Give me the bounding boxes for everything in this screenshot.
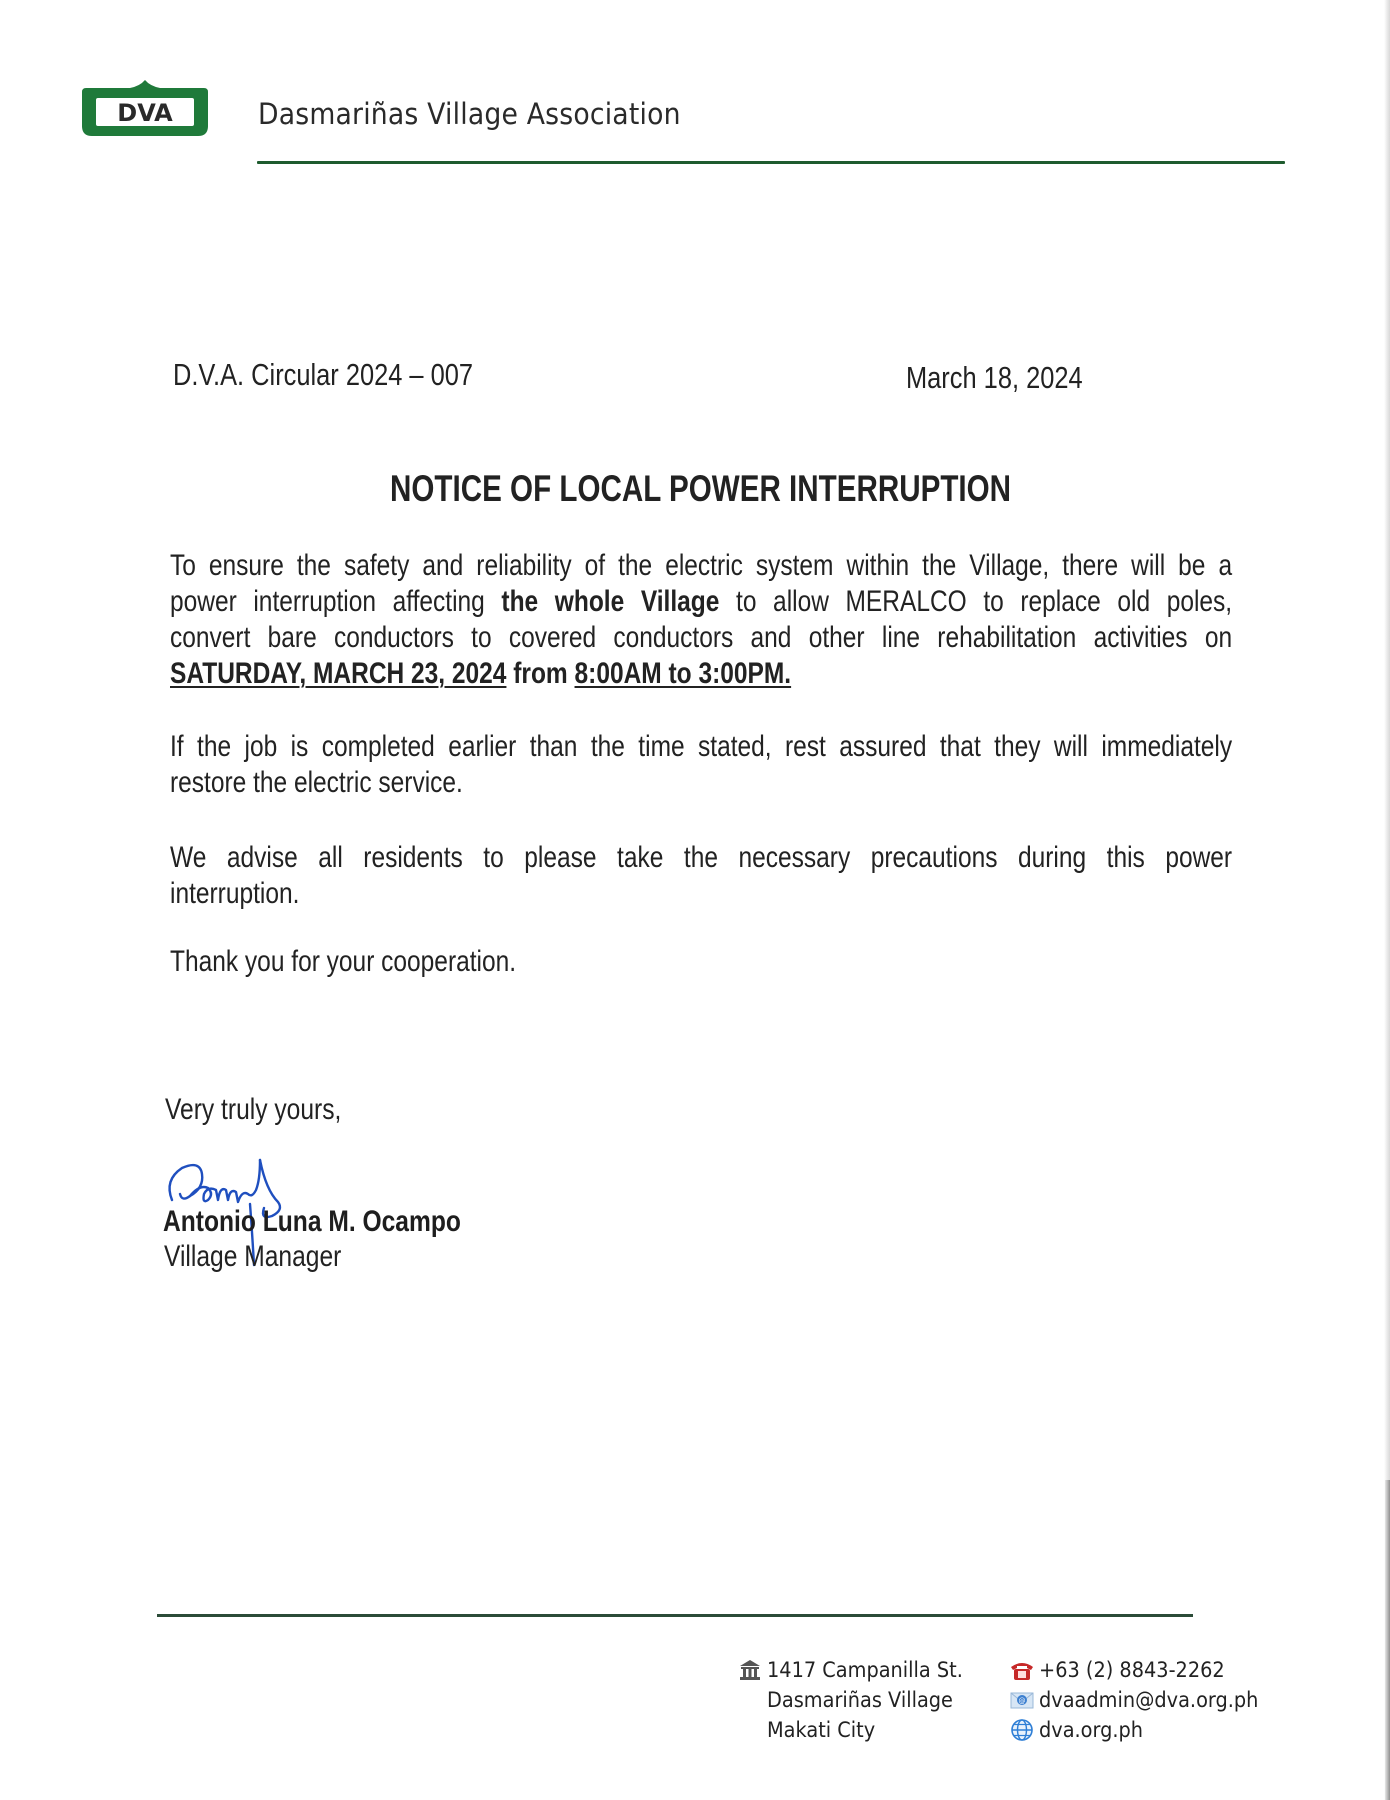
- footer-divider: [157, 1614, 1193, 1617]
- signer-name: Antonio Luna M. Ocampo: [163, 1205, 461, 1238]
- emphasis-whole-village: the whole Village: [501, 585, 720, 618]
- signer-title: Village Manager: [164, 1240, 342, 1273]
- organization-name: Dasmariñas Village Association: [258, 97, 681, 131]
- email-address[interactable]: dvaadmin@dva.org.ph: [1039, 1688, 1259, 1712]
- text-line: We advise all residents to please take the necessary precautions during this power: [170, 841, 1233, 874]
- footer-contacts: [1010, 1655, 1278, 1745]
- address-street: 1417 Campanilla St.: [767, 1658, 963, 1682]
- address-city: Makati City: [767, 1718, 876, 1742]
- paragraph-thanks: [170, 944, 1232, 980]
- text-line: Thank you for your cooperation.: [170, 945, 517, 978]
- text-line: interruption.: [170, 877, 300, 910]
- circular-date: March 18, 2024: [906, 360, 1083, 395]
- address-village: Dasmariñas Village: [767, 1688, 953, 1712]
- phone-number[interactable]: +63 (2) 8843-2262: [1039, 1658, 1225, 1682]
- contact-website: [1010, 1715, 1278, 1745]
- text-line: [170, 584, 1232, 620]
- circular-number: D.V.A. Circular 2024 – 007: [173, 357, 474, 392]
- paragraph-precautions: [170, 840, 1232, 912]
- globe-icon: [1010, 1719, 1034, 1741]
- address-line-2: [738, 1685, 980, 1715]
- header-divider: [257, 161, 1285, 164]
- text-line: If the job is completed earlier than the time stated, rest assured that they will immediately: [170, 730, 1233, 763]
- text-line: restore the electric service.: [170, 766, 463, 799]
- contact-email: [1010, 1685, 1278, 1715]
- scan-edge-shadow-bottom: [1385, 1480, 1390, 1800]
- address-line-3: [738, 1715, 980, 1745]
- text-line: To ensure the safety and reliability of the electric system within the Village, there will be a: [170, 549, 1233, 582]
- dva-logo: [80, 80, 210, 140]
- paragraph-schedule: [170, 548, 1232, 692]
- text-line: convert bare conductors to covered conductors and other line rehabilitation activities on: [170, 621, 1233, 654]
- text-line: [170, 656, 1232, 692]
- closing-salutation: Very truly yours,: [165, 1093, 342, 1126]
- building-icon: [738, 1659, 762, 1681]
- interruption-time: 8:00AM to 3:00PM.: [574, 657, 792, 690]
- address-line-1: [738, 1655, 980, 1685]
- svg-text:@: @: [1018, 1697, 1026, 1705]
- text-span: from: [506, 657, 575, 690]
- website-link[interactable]: dva.org.ph: [1039, 1718, 1144, 1742]
- paragraph-early-restore: [170, 729, 1232, 801]
- phone-icon: [1010, 1659, 1034, 1681]
- footer-address: [738, 1655, 980, 1745]
- contact-phone: [1010, 1655, 1278, 1685]
- notice-title: NOTICE OF LOCAL POWER INTERRUPTION: [390, 468, 1012, 509]
- interruption-date: SATURDAY, MARCH 23, 2024: [170, 657, 507, 690]
- text-span: power interruption affecting: [170, 585, 502, 618]
- text-span: to allow MERALCO to replace old poles,: [719, 585, 1233, 618]
- svg-text:DVA: DVA: [117, 99, 173, 127]
- email-icon: [1010, 1689, 1034, 1711]
